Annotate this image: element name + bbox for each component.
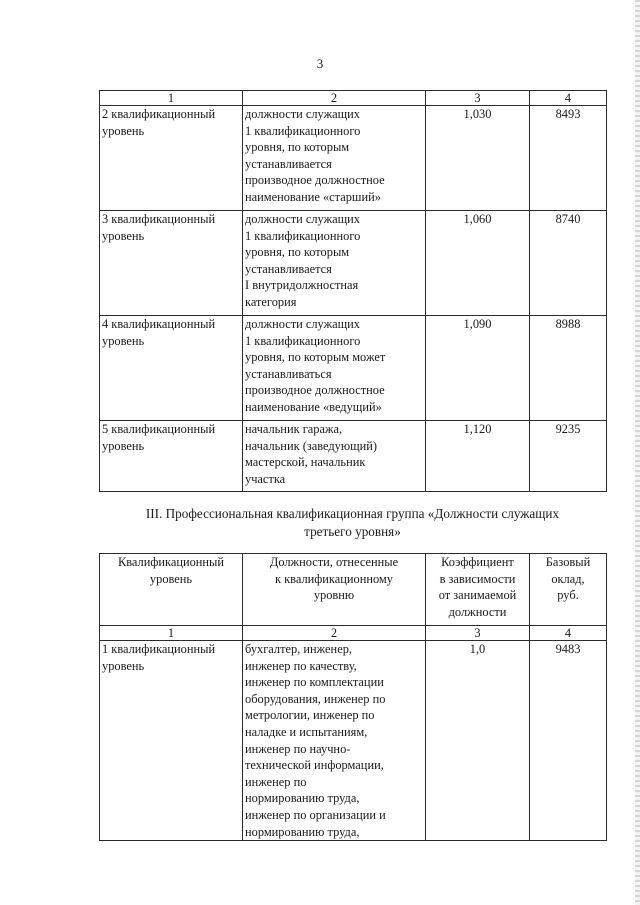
column-number: 1 [100,91,243,106]
column-number: 3 [426,91,530,106]
qualification-level-cell: 2 квалификационный уровень [100,106,243,211]
table-row [100,421,607,492]
column-header: Базовый оклад, руб. [530,554,607,626]
column-number: 3 [426,626,530,641]
coefficient-cell: 1,0 [426,641,530,841]
qualification-table-continued [99,90,607,492]
section-title: III. Профессиональная квалификационная группа «Должности служащих третьего уровня» [145,506,560,539]
table-row [100,211,607,316]
positions-cell: должности служащих 1 квалификационного уровня, по которым устанавливается производное должностное наименование «старший» [243,106,426,211]
positions-cell: должности служащих 1 квалификационного уровня, по которым может устанавливаться производное должностное наименование «ведущий» [243,316,426,421]
salary-cell: 8493 [530,106,607,211]
column-number: 4 [530,626,607,641]
table-row [100,641,607,841]
positions-cell: бухгалтер, инженер, инженер по качеству, инженер по комплектации оборудования, инженер по метрологии, инженер по наладке и испытаниям, инженер по научно- технической информации, инженер по нормированию труда, инженер по организации и нормированию труда, [243,641,426,841]
column-header: Должности, отнесенные к квалификационному уровню [243,554,426,626]
column-number: 2 [243,91,426,106]
qualification-level-cell: 5 квалификационный уровень [100,421,243,492]
salary-cell: 9235 [530,421,607,492]
salary-cell: 8740 [530,211,607,316]
column-header: Коэффициент в зависимости от занимаемой должности [426,554,530,626]
qualification-table-third-level [99,553,607,841]
column-number-row [100,91,607,106]
qualification-level-cell: 3 квалификационный уровень [100,211,243,316]
salary-cell: 8988 [530,316,607,421]
coefficient-cell: 1,060 [426,211,530,316]
table-header-row [100,554,607,626]
scan-edge [635,0,640,905]
column-number: 1 [100,626,243,641]
table-row [100,316,607,421]
column-number-row [100,626,607,641]
column-header: Квалификационный уровень [100,554,243,626]
salary-cell: 9483 [530,641,607,841]
positions-cell: должности служащих 1 квалификационного уровня, по которым устанавливается I внутридолжностная категория [243,211,426,316]
qualification-level-cell: 1 квалификационный уровень [100,641,243,841]
coefficient-cell: 1,030 [426,106,530,211]
column-number: 2 [243,626,426,641]
coefficient-cell: 1,120 [426,421,530,492]
page-number: 3 [316,56,324,71]
positions-cell: начальник гаража, начальник (заведующий) мастерской, начальник участка [243,421,426,492]
qualification-level-cell: 4 квалификационный уровень [100,316,243,421]
column-number: 4 [530,91,607,106]
table-row [100,106,607,211]
coefficient-cell: 1,090 [426,316,530,421]
